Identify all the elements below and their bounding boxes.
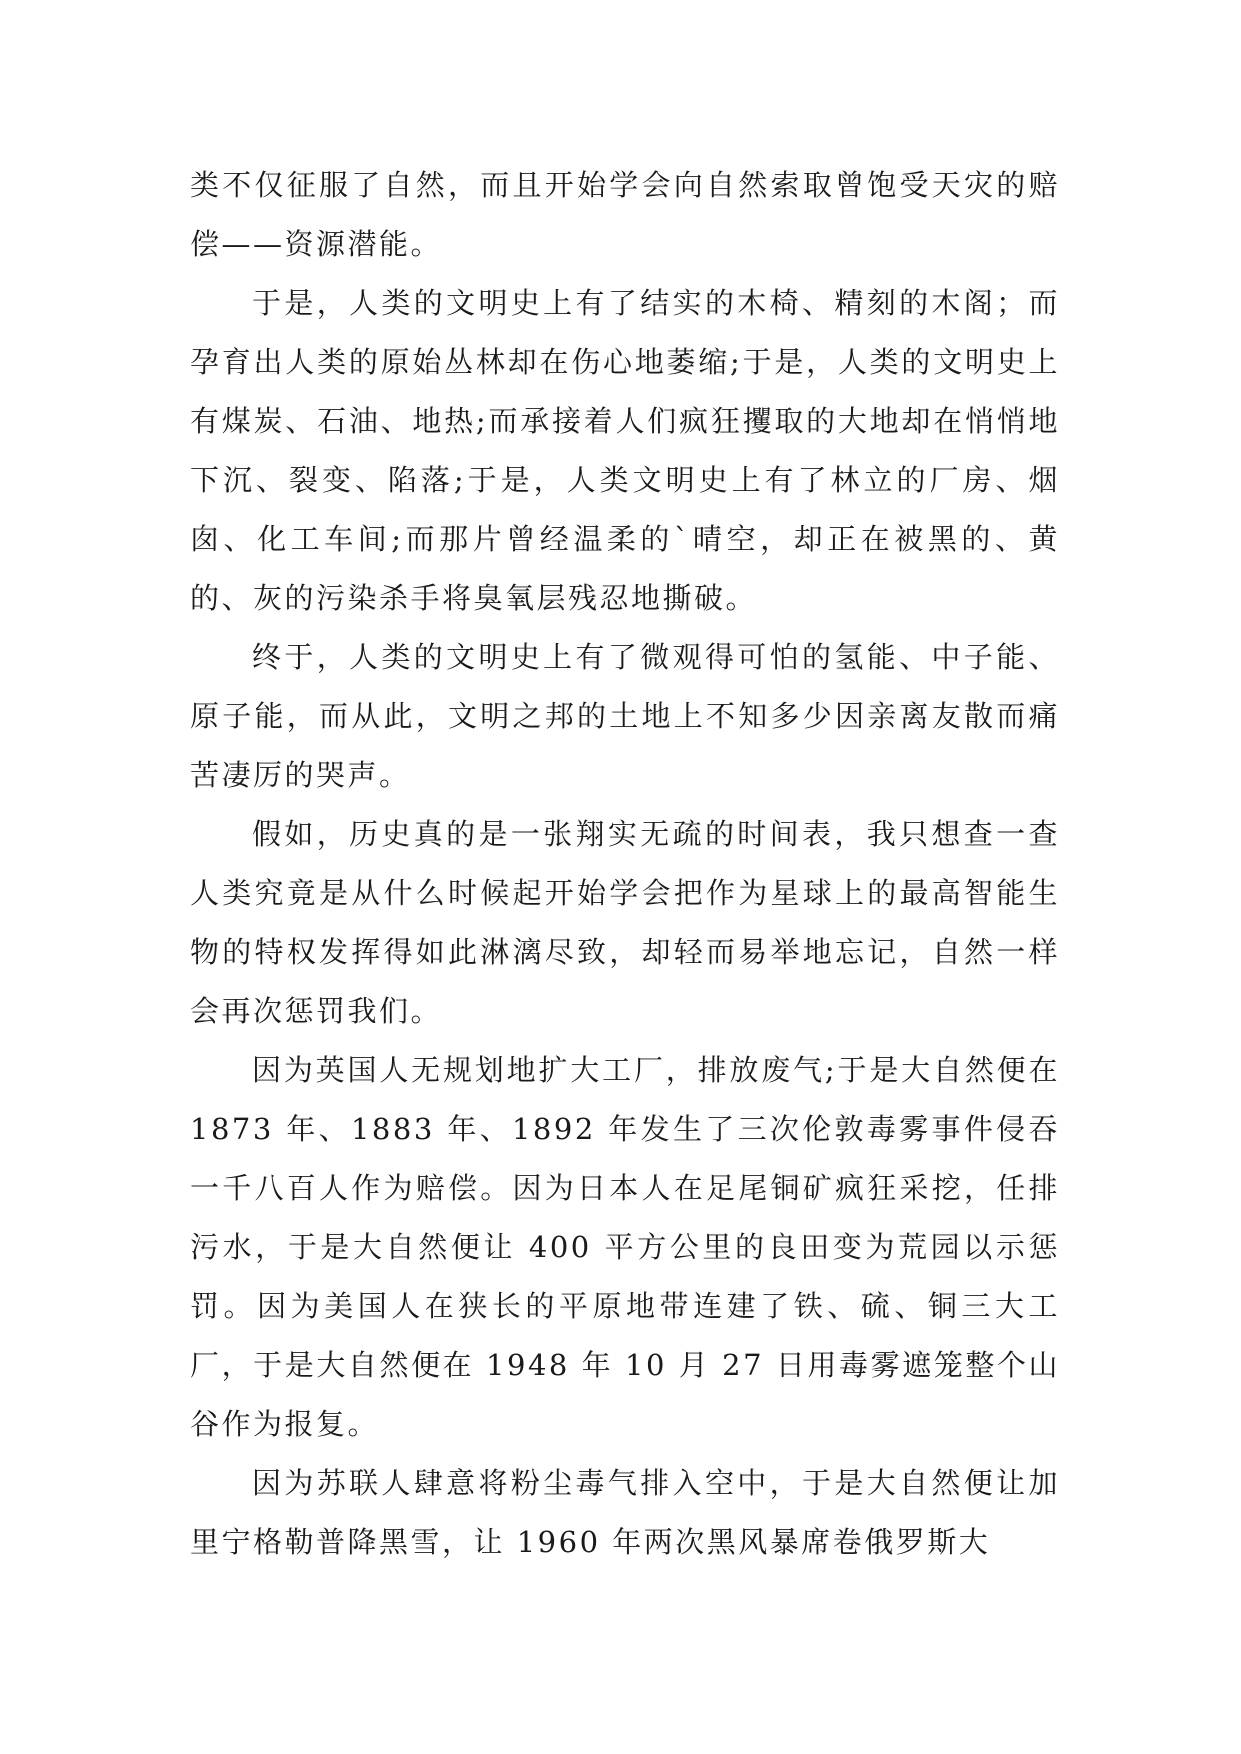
paragraph-5: 因为英国人无规划地扩大工厂，排放废气;于是大自然便在 1873 年、1883 年、1892 年发生了三次伦敦毒雾事件侵吞一千八百人作为赔偿。因为日本人在足尾铜矿疯狂采挖，任排污水，于是大自然便让 400 平方公里的良田变为荒园以示惩罚。因为美国人在狭长的平原地带连建了铁、硫、铜三大工厂，于是大自然便在 1948 年 10 月 27 日用毒雾遮笼整个山谷作为报复。	[190, 1053, 1060, 1441]
paragraph-4: 假如，历史真的是一张翔实无疏的时间表，我只想查一查人类究竟是从什么时候起开始学会把作为星球上的最高智能生物的特权发挥得如此淋漓尽致，却轻而易举地忘记，自然一样会再次惩罚我们。	[190, 817, 1060, 1028]
document-body	[190, 156, 1060, 1572]
paragraph-2: 于是，人类的文明史上有了结实的木椅、精刻的木阁；而孕育出人类的原始丛林却在伤心地萎缩;于是，人类的文明史上有煤炭、石油、地热;而承接着人们疯狂攫取的大地却在悄悄地下沉、裂变、陷落;于是，人类文明史上有了林立的厂房、烟囱、化工车间;而那片曾经温柔的`晴空，却正在被黑的、黄的、灰的污染杀手将臭氧层残忍地撕破。	[190, 286, 1060, 615]
paragraph-1: 类不仅征服了自然，而且开始学会向自然索取曾饱受天灾的赔偿——资源潜能。	[190, 168, 1060, 261]
paragraph-6: 因为苏联人肆意将粉尘毒气排入空中，于是大自然便让加里宁格勒普降黑雪，让 1960 年两次黑风暴席卷俄罗斯大	[190, 1466, 1060, 1559]
paragraph-3: 终于，人类的文明史上有了微观得可怕的氢能、中子能、原子能，而从此，文明之邦的土地上不知多少因亲离友散而痛苦凄厉的哭声。	[190, 640, 1060, 792]
